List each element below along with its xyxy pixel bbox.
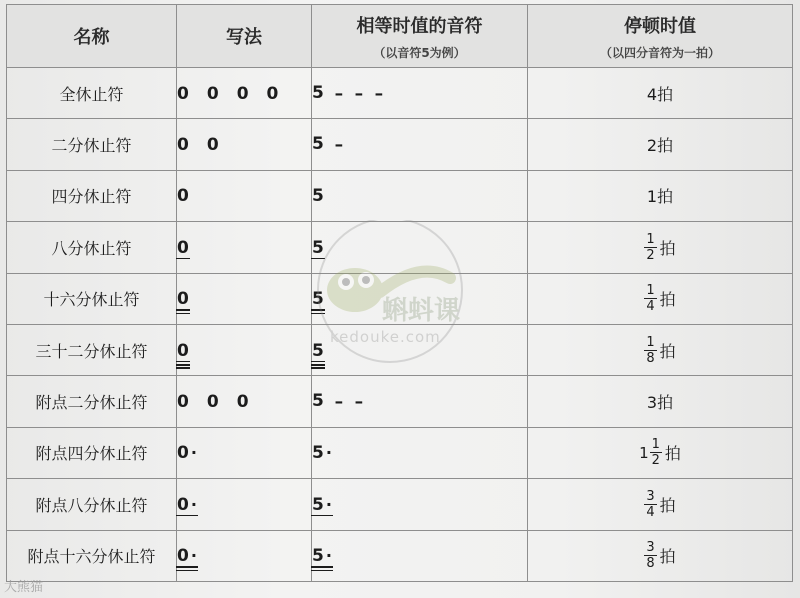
rest-symbol [177,187,189,205]
table-row [7,324,793,375]
table-row [7,119,793,170]
rest-writing [177,222,312,273]
rest-symbol-underline [176,309,190,311]
equivalent-note [312,324,528,375]
fraction-denominator: 2 [651,453,660,469]
extension-dash: – [334,392,344,413]
note-symbol-digit: 5 [312,82,324,103]
table-header-row [7,5,793,68]
rest-notation [177,393,249,411]
note-symbol-underline [311,309,325,311]
extension-dash: – [354,83,364,104]
rest-writing [177,479,312,530]
header-writing: 写法 [177,5,312,68]
table-row [7,530,793,581]
note-notation [312,135,344,155]
rest-symbol [177,444,197,462]
duration-beat: 2拍 [646,136,674,156]
rest-duration [528,479,793,530]
rest-writing [177,324,312,375]
rest-symbol-digit: 0 [177,546,189,567]
rest-symbol-underline [176,570,198,572]
rest-symbol-dot: · [190,443,197,463]
rest-symbol [177,290,189,308]
rest-notation [177,444,197,462]
fraction-numerator: 1 [646,334,655,350]
equivalent-note [312,68,528,119]
duration-fraction [650,438,662,467]
table-body [7,68,793,582]
extension-dash: – [354,392,364,413]
note-symbol-underline [311,515,333,517]
rest-duration [528,427,793,478]
rest-notation [177,547,197,565]
rest-symbol-digit: 0 [206,135,219,156]
table-row [7,479,793,530]
duration-beat: 拍 [664,444,681,464]
rest-duration [528,222,793,273]
rest-symbol [177,239,189,257]
fraction-numerator: 1 [646,231,655,247]
fraction-denominator: 8 [646,350,655,366]
header-duration: 停顿时值 （以四分音符为一拍） [528,5,793,68]
rest-name: 附点四分休止符 [7,427,177,478]
rest-writing [177,273,312,324]
rest-symbol-digit: 0 [177,237,189,258]
fraction-numerator: 1 [651,437,660,453]
rest-duration [528,119,793,170]
note-symbol-dot: · [325,546,332,566]
note-notation [312,84,384,104]
rest-symbol-digit: 0 [236,392,249,413]
rest-writing [177,427,312,478]
note-symbol-digit: 5 [312,289,324,310]
rest-notation [177,187,189,205]
rest-symbol-underline [176,258,190,260]
rest-symbol-digit: 0 [177,443,189,464]
duration-beat: 4拍 [646,84,674,104]
rest-notation [177,85,278,103]
note-symbol-digit: 5 [312,186,324,207]
rest-name: 附点十六分休止符 [7,530,177,581]
equivalent-note [312,530,528,581]
rest-symbol-digit: 0 [206,392,219,413]
note-symbol-underline [311,364,325,366]
note-symbol-underline [311,367,325,369]
note-notation [312,444,332,462]
rest-symbol-digit: 0 [177,186,189,207]
note-symbol [312,496,332,514]
fraction-numerator: 3 [646,540,655,556]
rest-notes-table [6,4,793,582]
note-symbol-underline [311,361,325,363]
rest-name: 附点二分休止符 [7,376,177,427]
rest-writing [177,170,312,221]
note-symbol-digit: 5 [312,340,324,361]
table-row [7,273,793,324]
duration-fraction [644,336,656,365]
duration-fraction [644,284,656,313]
note-symbol-dot: · [325,494,332,514]
watermark-url: kedouke.com [330,328,441,346]
note-notation [312,239,324,257]
note-notation [312,187,324,205]
rest-symbol-underline [176,364,190,366]
duration-beat: 3拍 [646,393,674,413]
rest-symbol [177,496,197,514]
rest-name: 附点八分休止符 [7,479,177,530]
duration-whole: 1 [639,443,649,462]
rest-symbol-digit: 0 [177,392,189,413]
note-symbol [312,135,324,153]
rest-name: 三十二分休止符 [7,324,177,375]
extension-dash: – [334,135,344,156]
note-notation [312,290,324,308]
rest-symbol [207,85,219,103]
duration-fraction [644,490,656,519]
duration-beat: 拍 [659,495,676,515]
table-row [7,170,793,221]
note-symbol-underline [311,313,325,315]
rest-symbol-underline [176,313,190,315]
rest-notation [177,496,197,514]
rest-symbol [237,393,249,411]
fraction-denominator: 8 [646,556,655,572]
rest-writing [177,68,312,119]
fraction-numerator: 3 [646,488,655,504]
equivalent-note [312,222,528,273]
duration-beat: 拍 [659,547,676,567]
table-row [7,222,793,273]
corner-watermark: 大熊猫 [4,580,44,595]
rest-symbol [237,85,249,103]
note-symbol-underline [311,570,333,572]
note-symbol [312,444,332,462]
rest-name: 二分休止符 [7,119,177,170]
rest-symbol [177,547,197,565]
rest-writing [177,119,312,170]
rest-symbol [207,136,219,154]
rest-symbol-digit: 0 [177,83,189,104]
rest-symbol [177,85,189,103]
rest-notation [177,239,189,257]
table-row [7,376,793,427]
rest-name: 十六分休止符 [7,273,177,324]
rest-symbol-dot: · [190,494,197,514]
rest-duration [528,273,793,324]
note-symbol-underline [311,258,325,260]
equivalent-note [312,170,528,221]
note-symbol [312,239,324,257]
rest-symbol [177,393,189,411]
rest-symbol-digit: 0 [177,135,189,156]
rest-name: 八分休止符 [7,222,177,273]
rest-symbol [177,342,189,360]
duration-beat: 拍 [659,290,676,310]
note-symbol [312,290,324,308]
rest-symbol-underline [176,361,190,363]
duration-fraction [644,541,656,570]
rest-duration [528,376,793,427]
rest-symbol-underline [176,566,198,568]
rest-name: 全休止符 [7,68,177,119]
rest-symbol-digit: 0 [177,494,189,515]
rest-writing [177,376,312,427]
note-notation [312,547,332,565]
rest-symbol-digit: 0 [177,289,189,310]
fraction-denominator: 2 [646,247,655,263]
rest-symbol-digit: 0 [177,340,189,361]
fraction-denominator: 4 [646,299,655,315]
rest-duration [528,68,793,119]
duration-beat: 1拍 [646,187,674,207]
extension-dash: – [334,83,344,104]
note-symbol [312,187,324,205]
note-symbol-dot: · [325,443,332,463]
duration-fraction [644,233,656,262]
note-symbol-digit: 5 [312,134,324,155]
duration-beat: 拍 [659,238,676,258]
rest-symbol-digit: 0 [206,83,219,104]
note-symbol [312,84,324,102]
rest-symbol [177,136,189,154]
note-symbol-digit: 5 [312,237,324,258]
note-symbol-underline [311,566,333,568]
note-notation [312,342,324,360]
rest-notation [177,342,189,360]
rest-symbol [267,85,279,103]
note-notation [312,392,364,412]
rest-duration [528,170,793,221]
rest-name: 四分休止符 [7,170,177,221]
note-notation [312,496,332,514]
rest-symbol-dot: · [190,546,197,566]
fraction-numerator: 1 [646,283,655,299]
extension-dash: – [374,83,384,104]
duration-beat: 拍 [659,341,676,361]
rest-symbol [207,393,219,411]
note-symbol-digit: 5 [312,546,324,567]
rest-writing [177,530,312,581]
table-row [7,68,793,119]
equivalent-note [312,427,528,478]
rest-symbol-underline [176,367,190,369]
rest-symbol-digit: 0 [236,83,249,104]
equivalent-note [312,376,528,427]
note-symbol [312,392,324,410]
rest-duration [528,324,793,375]
rest-symbol-underline [176,515,198,517]
header-equivalent: 相等时值的音符 （以音符5为例） [312,5,528,68]
table-row [7,427,793,478]
rest-duration [528,530,793,581]
note-symbol [312,547,332,565]
rest-symbol-digit: 0 [266,83,279,104]
note-symbol-digit: 5 [312,391,324,412]
note-symbol-digit: 5 [312,494,324,515]
header-name: 名称 [7,5,177,68]
watermark-brand: 蝌蚪课 [382,296,461,326]
equivalent-note [312,273,528,324]
note-symbol-digit: 5 [312,443,324,464]
rest-notation [177,290,189,308]
rest-notation [177,136,219,154]
equivalent-note [312,479,528,530]
fraction-denominator: 4 [646,504,655,520]
equivalent-note [312,119,528,170]
note-symbol [312,342,324,360]
